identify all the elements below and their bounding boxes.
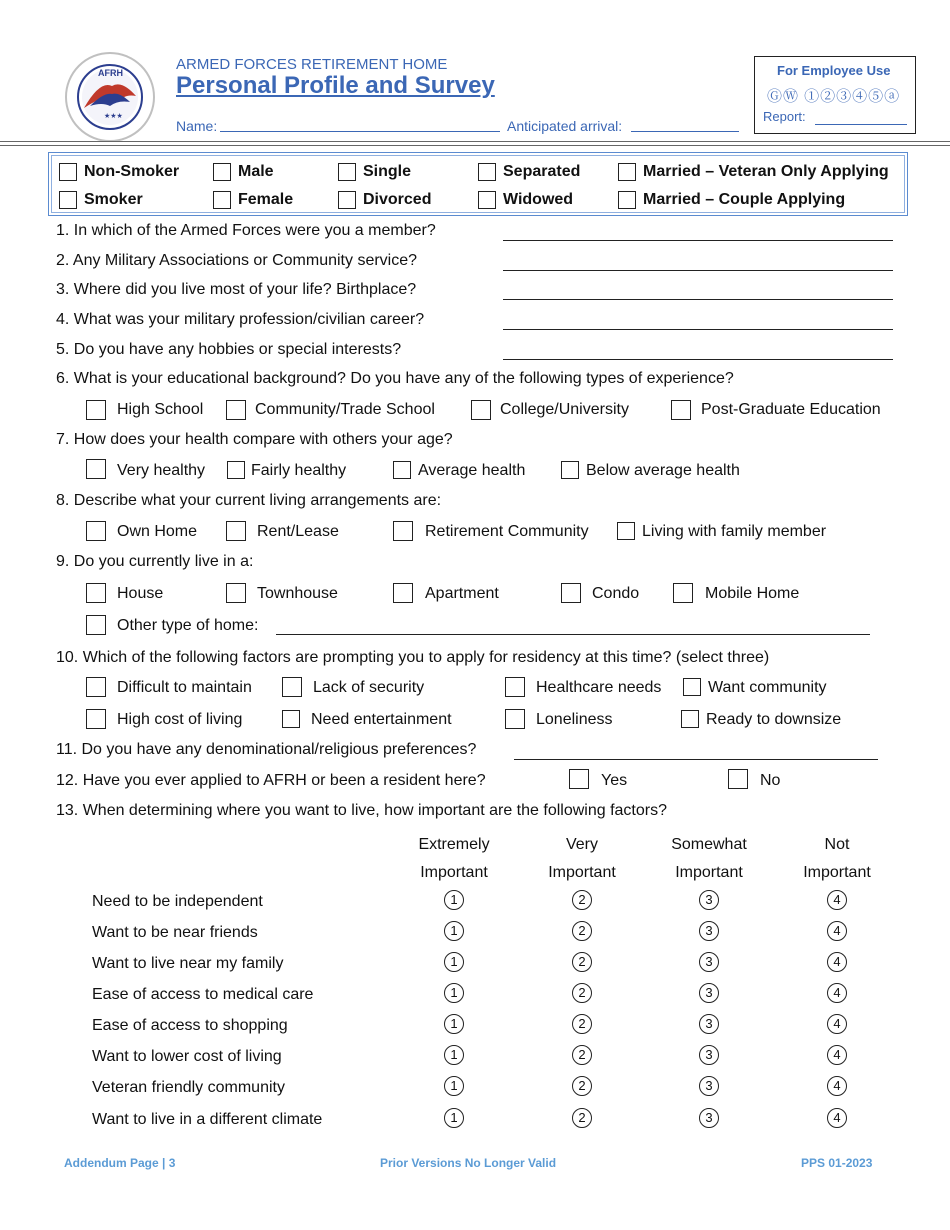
high-cost-label: High cost of living bbox=[117, 711, 243, 728]
lack-security-checkbox[interactable] bbox=[282, 677, 302, 697]
own-home-label: Own Home bbox=[117, 523, 198, 540]
apartment-label: Apartment bbox=[425, 585, 499, 602]
non-smoker-label: Non-Smoker bbox=[84, 163, 180, 180]
smoker-checkbox[interactable] bbox=[59, 191, 77, 209]
question-11: 11. Do you have any denominational/religious preferences? bbox=[56, 741, 477, 758]
condo-label: Condo bbox=[592, 585, 640, 602]
fairly-healthy-label: Fairly healthy bbox=[251, 462, 347, 479]
question-1: 1. In which of the Armed Forces were you a member? bbox=[56, 222, 436, 239]
header-somewhat-line1: Somewhat bbox=[671, 836, 747, 853]
college-label: College/University bbox=[500, 401, 629, 418]
question-10: 10. Which of the following factors are prompting you to apply for residency at this time? (select three) bbox=[56, 649, 770, 666]
below-average-checkbox[interactable] bbox=[561, 461, 579, 479]
importance-rating-2-option[interactable]: 2 bbox=[572, 921, 592, 941]
importance-rating-3-option[interactable]: 3 bbox=[699, 1108, 719, 1128]
other-home-checkbox[interactable] bbox=[86, 615, 106, 635]
rent-lease-label: Rent/Lease bbox=[257, 523, 339, 540]
rent-lease-checkbox[interactable] bbox=[226, 521, 246, 541]
header-extremely-line2: Important bbox=[420, 864, 488, 881]
divorced-label: Divorced bbox=[363, 191, 432, 208]
healthcare-needs-checkbox[interactable] bbox=[505, 677, 525, 697]
importance-factor-label: Want to live in a different climate bbox=[92, 1111, 323, 1128]
importance-factor-label: Want to be near friends bbox=[92, 924, 258, 941]
q11-answer-line[interactable] bbox=[514, 759, 878, 760]
importance-rating-4-option[interactable]: 4 bbox=[827, 1076, 847, 1096]
applied-no-label: No bbox=[760, 772, 781, 789]
applied-no-checkbox[interactable] bbox=[728, 769, 748, 789]
page-title: Personal Profile and Survey bbox=[176, 72, 495, 99]
importance-rating-4-option[interactable]: 4 bbox=[827, 1045, 847, 1065]
other-home-line[interactable] bbox=[276, 634, 870, 635]
svg-text:★★★: ★★★ bbox=[104, 113, 123, 120]
importance-factor-label: Ease of access to medical care bbox=[92, 986, 314, 1003]
average-health-checkbox[interactable] bbox=[393, 461, 411, 479]
header-not-line2: Important bbox=[803, 864, 871, 881]
importance-rating-2-option[interactable]: 2 bbox=[572, 890, 592, 910]
apartment-checkbox[interactable] bbox=[393, 583, 413, 603]
importance-rating-3-option[interactable]: 3 bbox=[699, 952, 719, 972]
non-smoker-checkbox[interactable] bbox=[59, 163, 77, 181]
employee-box-title: For Employee Use bbox=[777, 63, 891, 78]
fairly-healthy-checkbox[interactable] bbox=[227, 461, 245, 479]
house-label: House bbox=[117, 585, 164, 602]
question-8: 8. Describe what your current living arrangements are: bbox=[56, 492, 442, 509]
loneliness-checkbox[interactable] bbox=[505, 709, 525, 729]
female-checkbox[interactable] bbox=[213, 191, 231, 209]
question-3: 3. Where did you live most of your life? Birthplace? bbox=[56, 281, 417, 298]
post-graduate-label: Post-Graduate Education bbox=[701, 401, 881, 418]
single-checkbox[interactable] bbox=[338, 163, 356, 181]
mobile-home-checkbox[interactable] bbox=[673, 583, 693, 603]
want-community-label: Want community bbox=[708, 679, 827, 696]
name-field[interactable] bbox=[220, 131, 500, 132]
post-graduate-checkbox[interactable] bbox=[671, 400, 691, 420]
lack-security-label: Lack of security bbox=[313, 679, 425, 696]
q2-answer-line[interactable] bbox=[503, 270, 893, 271]
healthcare-needs-label: Healthcare needs bbox=[536, 679, 662, 696]
importance-rating-2-option[interactable]: 2 bbox=[572, 983, 592, 1003]
footer-form-id: PPS 01-2023 bbox=[801, 1156, 873, 1170]
importance-rating-2-option[interactable]: 2 bbox=[572, 1108, 592, 1128]
importance-rating-4-option[interactable]: 4 bbox=[827, 921, 847, 941]
applied-yes-checkbox[interactable] bbox=[569, 769, 589, 789]
arrival-field[interactable] bbox=[631, 131, 739, 132]
q4-answer-line[interactable] bbox=[503, 329, 893, 330]
own-home-checkbox[interactable] bbox=[86, 521, 106, 541]
q1-answer-line[interactable] bbox=[503, 240, 893, 241]
afrh-seal-logo bbox=[60, 50, 170, 145]
q3-answer-line[interactable] bbox=[503, 299, 893, 300]
below-average-label: Below average health bbox=[586, 462, 740, 479]
importance-factor-label: Ease of access to shopping bbox=[92, 1017, 288, 1034]
question-12: 12. Have you ever applied to AFRH or been a resident here? bbox=[56, 772, 486, 789]
ready-downsize-checkbox[interactable] bbox=[681, 710, 699, 728]
footer-page: Addendum Page | 3 bbox=[64, 1156, 176, 1170]
high-cost-checkbox[interactable] bbox=[86, 709, 106, 729]
townhouse-label: Townhouse bbox=[257, 585, 338, 602]
report-label: Report: bbox=[763, 109, 806, 124]
importance-rating-3-option[interactable]: 3 bbox=[699, 890, 719, 910]
arrival-label: Anticipated arrival: bbox=[507, 118, 623, 134]
importance-rating-1-option[interactable]: 1 bbox=[444, 921, 464, 941]
importance-rating-3-option[interactable]: 3 bbox=[699, 1076, 719, 1096]
report-field[interactable] bbox=[815, 124, 907, 125]
importance-factor-label: Veteran friendly community bbox=[92, 1079, 285, 1096]
header-not-line1: Not bbox=[824, 836, 850, 853]
high-school-checkbox[interactable] bbox=[86, 400, 106, 420]
importance-rating-4-option[interactable]: 4 bbox=[827, 890, 847, 910]
separated-checkbox[interactable] bbox=[478, 163, 496, 181]
condo-checkbox[interactable] bbox=[561, 583, 581, 603]
header-somewhat-line2: Important bbox=[675, 864, 743, 881]
average-health-label: Average health bbox=[418, 462, 526, 479]
importance-rating-3-option[interactable]: 3 bbox=[699, 983, 719, 1003]
importance-rating-1-option[interactable]: 1 bbox=[444, 952, 464, 972]
importance-rating-4-option[interactable]: 4 bbox=[827, 1108, 847, 1128]
header-rule-bottom bbox=[0, 145, 950, 146]
living-with-family-label: Living with family member bbox=[642, 523, 827, 540]
importance-rating-1-option[interactable]: 1 bbox=[444, 1108, 464, 1128]
header-very-line2: Important bbox=[548, 864, 616, 881]
male-label: Male bbox=[238, 163, 274, 180]
female-label: Female bbox=[238, 191, 294, 208]
married-couple-label: Married – Couple Applying bbox=[643, 191, 846, 208]
seal-acronym: AFRH bbox=[98, 68, 123, 78]
importance-rating-1-option[interactable]: 1 bbox=[444, 890, 464, 910]
importance-rating-3-option[interactable]: 3 bbox=[699, 1014, 719, 1034]
other-home-label: Other type of home: bbox=[117, 617, 259, 634]
applied-yes-label: Yes bbox=[601, 772, 628, 789]
difficult-maintain-checkbox[interactable] bbox=[86, 677, 106, 697]
importance-rating-1-option[interactable]: 1 bbox=[444, 1045, 464, 1065]
employee-codes: ⒼⓌ ①②③④⑤ⓐ bbox=[767, 88, 901, 105]
importance-rating-2-option[interactable]: 2 bbox=[572, 1045, 592, 1065]
importance-factor-label: Want to live near my family bbox=[92, 955, 284, 972]
importance-rating-1-option[interactable]: 1 bbox=[444, 983, 464, 1003]
widowed-checkbox[interactable] bbox=[478, 191, 496, 209]
separated-label: Separated bbox=[503, 163, 581, 180]
very-healthy-checkbox[interactable] bbox=[86, 459, 106, 479]
importance-header-very bbox=[532, 831, 632, 887]
importance-header-not bbox=[787, 831, 887, 887]
married-veteran-label: Married – Veteran Only Applying bbox=[643, 163, 889, 180]
name-label: Name: bbox=[176, 118, 218, 134]
male-checkbox[interactable] bbox=[213, 163, 231, 181]
importance-header-somewhat bbox=[659, 831, 759, 887]
footer-notice: Prior Versions No Longer Valid bbox=[380, 1156, 557, 1170]
ready-downsize-label: Ready to downsize bbox=[706, 711, 842, 728]
importance-factor-label: Need to be independent bbox=[92, 893, 263, 910]
difficult-maintain-label: Difficult to maintain bbox=[117, 679, 252, 696]
question-7: 7. How does your health compare with others your age? bbox=[56, 431, 453, 448]
high-school-label: High School bbox=[117, 401, 204, 418]
importance-rating-3-option[interactable]: 3 bbox=[699, 1045, 719, 1065]
importance-rating-3-option[interactable]: 3 bbox=[699, 921, 719, 941]
mobile-home-label: Mobile Home bbox=[705, 585, 800, 602]
widowed-label: Widowed bbox=[503, 191, 574, 208]
question-4: 4. What was your military profession/civilian career? bbox=[56, 311, 425, 328]
smoker-label: Smoker bbox=[84, 191, 143, 208]
header-rule-top bbox=[0, 141, 950, 142]
retirement-community-checkbox[interactable] bbox=[393, 521, 413, 541]
married-couple-checkbox[interactable] bbox=[618, 191, 636, 209]
divorced-checkbox[interactable] bbox=[338, 191, 356, 209]
importance-rating-4-option[interactable]: 4 bbox=[827, 983, 847, 1003]
single-label: Single bbox=[363, 163, 412, 180]
trade-school-label: Community/Trade School bbox=[255, 401, 435, 418]
question-5: 5. Do you have any hobbies or special interests? bbox=[56, 341, 402, 358]
importance-rating-1-option[interactable]: 1 bbox=[444, 1014, 464, 1034]
married-veteran-checkbox[interactable] bbox=[618, 163, 636, 181]
need-entertainment-label: Need entertainment bbox=[311, 711, 452, 728]
header-very-line1: Very bbox=[565, 836, 598, 853]
want-community-checkbox[interactable] bbox=[683, 678, 701, 696]
importance-rating-4-option[interactable]: 4 bbox=[827, 1014, 847, 1034]
townhouse-checkbox[interactable] bbox=[226, 583, 246, 603]
question-6: 6. What is your educational background? Do you have any of the following types of experience? bbox=[56, 370, 734, 387]
house-checkbox[interactable] bbox=[86, 583, 106, 603]
importance-header-extremely bbox=[404, 831, 504, 887]
question-13: 13. When determining where you want to live, how important are the following factors? bbox=[56, 802, 667, 819]
importance-rating-2-option[interactable]: 2 bbox=[572, 952, 592, 972]
living-with-family-checkbox[interactable] bbox=[617, 522, 635, 540]
header-extremely-line1: Extremely bbox=[418, 836, 490, 853]
trade-school-checkbox[interactable] bbox=[226, 400, 246, 420]
importance-rating-1-option[interactable]: 1 bbox=[444, 1076, 464, 1096]
college-checkbox[interactable] bbox=[471, 400, 491, 420]
importance-rating-2-option[interactable]: 2 bbox=[572, 1076, 592, 1096]
importance-rating-2-option[interactable]: 2 bbox=[572, 1014, 592, 1034]
question-9: 9. Do you currently live in a: bbox=[56, 553, 254, 570]
retirement-community-label: Retirement Community bbox=[425, 523, 589, 540]
q5-answer-line[interactable] bbox=[503, 359, 893, 360]
question-2: 2. Any Military Associations or Community service? bbox=[56, 252, 418, 269]
need-entertainment-checkbox[interactable] bbox=[282, 710, 300, 728]
importance-rating-4-option[interactable]: 4 bbox=[827, 952, 847, 972]
loneliness-label: Loneliness bbox=[536, 711, 613, 728]
importance-factor-label: Want to lower cost of living bbox=[92, 1048, 282, 1065]
org-name: ARMED FORCES RETIREMENT HOME bbox=[176, 56, 448, 73]
very-healthy-label: Very healthy bbox=[117, 462, 206, 479]
